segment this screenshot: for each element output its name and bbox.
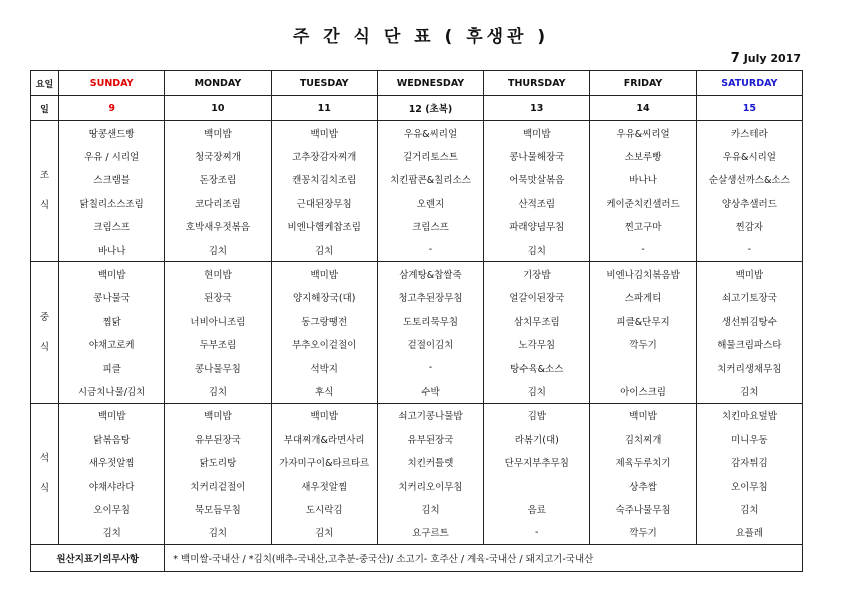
menu-cell: 치커리겉절이 [165, 474, 271, 497]
menu-cell: 해물크림파스타 [696, 333, 802, 356]
menu-cell: 기장밥 [484, 262, 590, 286]
menu-cell: 라볶기(대) [484, 427, 590, 450]
menu-cell: 청고추된장무침 [377, 286, 483, 309]
menu-cell: 케이준치킨샐러드 [590, 191, 696, 214]
menu-row [31, 521, 803, 545]
menu-cell: 김치 [165, 238, 271, 262]
date-sunday: 9 [59, 96, 165, 121]
date-wednesday: 12 (초복) [377, 96, 483, 121]
menu-cell: 김치 [484, 379, 590, 403]
menu-cell: 콩나물해장국 [484, 144, 590, 167]
menu-cell: 유부된장국 [377, 427, 483, 450]
menu-row [31, 121, 803, 145]
menu-cell: 김치 [59, 521, 165, 545]
menu-cell: 길거리토스트 [377, 144, 483, 167]
menu-cell: 생선튀김탕수 [696, 309, 802, 332]
menu-cell: 우유&씨리얼 [590, 121, 696, 145]
menu-cell: 근대된장무침 [271, 191, 377, 214]
menu-row [31, 450, 803, 473]
menu-cell: 찜닭 [59, 309, 165, 332]
menu-cell: 오렌지 [377, 191, 483, 214]
dinner-section [31, 403, 803, 544]
menu-cell: 찐감자 [696, 215, 802, 238]
menu-cell [590, 356, 696, 379]
menu-cell: 탕수육&소스 [484, 356, 590, 379]
menu-cell: 크림스프 [59, 215, 165, 238]
menu-cell: 우유&시리얼 [696, 144, 802, 167]
day-thursday: THURSDAY [484, 71, 590, 96]
menu-cell: 바나나 [59, 238, 165, 262]
menu-row [31, 238, 803, 262]
menu-cell: 피클&단무지 [590, 309, 696, 332]
menu-cell: 치커리생채무침 [696, 356, 802, 379]
menu-cell: 백미밥 [590, 403, 696, 427]
menu-cell: 가자미구이&타르타르 [271, 450, 377, 473]
meal-label-top: 조 [39, 170, 50, 182]
menu-cell: 소보루빵 [590, 144, 696, 167]
menu-row [31, 262, 803, 286]
menu-cell: 두부조림 [165, 333, 271, 356]
menu-cell: 크림스프 [377, 215, 483, 238]
menu-cell: 스크램블 [59, 168, 165, 191]
date-saturday: 15 [696, 96, 802, 121]
menu-cell: 피클 [59, 356, 165, 379]
menu-cell: 백미밥 [271, 121, 377, 145]
menu-cell: 캔꽁치김치조림 [271, 168, 377, 191]
menu-cell: 김치찌개 [590, 427, 696, 450]
menu-cell: 김치 [271, 238, 377, 262]
menu-cell: 오이무침 [696, 474, 802, 497]
menu-cell: 감자튀김 [696, 450, 802, 473]
menu-cell: 파래양념무침 [484, 215, 590, 238]
menu-cell: 청국장찌개 [165, 144, 271, 167]
meal-label-bottom: 식 [39, 482, 50, 494]
menu-cell: 시금치나물/김치 [59, 379, 165, 403]
day-monday: MONDAY [165, 71, 271, 96]
menu-cell: 스파게티 [590, 286, 696, 309]
menu-cell: 깍두기 [590, 521, 696, 545]
menu-cell: 양상추샐러드 [696, 191, 802, 214]
menu-cell: 산적조림 [484, 191, 590, 214]
lunch-meal-label [31, 262, 59, 403]
day-tuesday: TUESDAY [271, 71, 377, 96]
day-header-row [31, 71, 803, 96]
breakfast-meal-label [31, 121, 59, 262]
menu-cell: 아이스크림 [590, 379, 696, 403]
menu-cell: 숙주나물무침 [590, 497, 696, 520]
menu-cell: 백미밥 [59, 262, 165, 286]
menu-row [31, 403, 803, 427]
menu-cell: 우유&씨리얼 [377, 121, 483, 145]
date-friday: 14 [590, 96, 696, 121]
menu-cell: 묵모듬무침 [165, 497, 271, 520]
dinner-meal-label [31, 403, 59, 544]
menu-row [31, 379, 803, 403]
menu-cell: 백미밥 [484, 121, 590, 145]
menu-cell: 양지해장국(대) [271, 286, 377, 309]
menu-cell: 쇠고기토장국 [696, 286, 802, 309]
origin-label: 원산지표기의무사항 [31, 545, 165, 572]
menu-cell: 된장국 [165, 286, 271, 309]
menu-cell: 새우젓알찜 [59, 450, 165, 473]
menu-cell: 치킨팝콘&칠리소스 [377, 168, 483, 191]
meal-label-bottom: 식 [39, 341, 50, 353]
meal-label-top: 중 [39, 311, 50, 323]
menu-cell: 미니우동 [696, 427, 802, 450]
menu-cell: 비엔나햄케찹조림 [271, 215, 377, 238]
menu-cell: 돈장조림 [165, 168, 271, 191]
menu-cell: 오이무침 [59, 497, 165, 520]
menu-cell: 순살생선까스&소스 [696, 168, 802, 191]
menu-cell: 얼갈이된장국 [484, 286, 590, 309]
menu-cell: 요플레 [696, 521, 802, 545]
date-monday: 10 [165, 96, 271, 121]
menu-cell: 비엔나김치볶음밥 [590, 262, 696, 286]
menu-cell: - [484, 521, 590, 545]
menu-cell: 김치 [271, 521, 377, 545]
menu-row [31, 168, 803, 191]
day-friday: FRIDAY [590, 71, 696, 96]
menu-row [31, 474, 803, 497]
date-label: 일 [31, 96, 59, 121]
menu-cell: 김치 [165, 379, 271, 403]
menu-cell: 도토리묵무침 [377, 309, 483, 332]
menu-cell: 치킨마요덮밥 [696, 403, 802, 427]
menu-cell: 고추장감자찌개 [271, 144, 377, 167]
menu-row [31, 144, 803, 167]
menu-cell: 김치 [484, 238, 590, 262]
menu-cell: 호박새우젓볶음 [165, 215, 271, 238]
day-sunday: SUNDAY [59, 71, 165, 96]
menu-cell: 김치 [165, 521, 271, 545]
menu-cell: 백미밥 [165, 121, 271, 145]
menu-cell: 코다리조림 [165, 191, 271, 214]
page-title: 주 간 식 단 표 ( 후생관 ) [292, 27, 550, 47]
lunch-section [31, 262, 803, 403]
menu-row [31, 286, 803, 309]
menu-row [31, 427, 803, 450]
menu-cell: 백미밥 [696, 262, 802, 286]
menu-cell: 찐고구마 [590, 215, 696, 238]
menu-cell: 닭볶음탕 [59, 427, 165, 450]
menu-row [31, 356, 803, 379]
menu-cell: 깍두기 [590, 333, 696, 356]
menu-cell: 쇠고기콩나물밥 [377, 403, 483, 427]
meal-label-top: 석 [39, 452, 50, 464]
menu-cell: 백미밥 [165, 403, 271, 427]
day-label: 요일 [31, 71, 59, 96]
menu-cell: 상추쌈 [590, 474, 696, 497]
menu-cell: 제육두루치기 [590, 450, 696, 473]
menu-cell: 노각무침 [484, 333, 590, 356]
menu-cell: 김치 [696, 497, 802, 520]
origin-note: * 백미쌀-국내산 / *김치(배추-국내산,고추분-중국산)/ 소고기- 호주산 / 계육-국내산 / 돼지고기-국내산 [165, 545, 803, 572]
menu-cell: 삼계탕&찹쌀죽 [377, 262, 483, 286]
menu-date [731, 51, 801, 66]
date-day: 7 [730, 51, 740, 66]
menu-row [31, 497, 803, 520]
menu-cell: 닭도리탕 [165, 450, 271, 473]
menu-row [31, 309, 803, 332]
weekly-menu-table [30, 70, 803, 572]
menu-cell: 치킨커틀렛 [377, 450, 483, 473]
menu-cell: 너비아니조림 [165, 309, 271, 332]
menu-cell: 땅콩샌드빵 [59, 121, 165, 145]
day-saturday: SATURDAY [696, 71, 802, 96]
menu-cell: 우유 / 시리얼 [59, 144, 165, 167]
menu-cell: 석박지 [271, 356, 377, 379]
menu-cell: 후식 [271, 379, 377, 403]
menu-row [31, 333, 803, 356]
menu-cell: - [590, 238, 696, 262]
menu-cell: 새우젓알찜 [271, 474, 377, 497]
menu-cell: - [377, 238, 483, 262]
menu-cell: 부추오이겉절이 [271, 333, 377, 356]
menu-cell: 야채샤라다 [59, 474, 165, 497]
menu-cell: 백미밥 [271, 262, 377, 286]
menu-cell: 어묵맛살볶음 [484, 168, 590, 191]
menu-cell: 부대찌개&라면사리 [271, 427, 377, 450]
menu-cell: 김치 [377, 497, 483, 520]
menu-cell: 겉절이김치 [377, 333, 483, 356]
menu-cell: 요구르트 [377, 521, 483, 545]
menu-cell: 수박 [377, 379, 483, 403]
date-thursday: 13 [484, 96, 590, 121]
breakfast-section [31, 121, 803, 262]
menu-row [31, 191, 803, 214]
menu-cell: 단무지부추무침 [484, 450, 590, 473]
menu-cell: 음료 [484, 497, 590, 520]
menu-cell: 콩나물국 [59, 286, 165, 309]
menu-cell [484, 474, 590, 497]
menu-cell: 카스테라 [696, 121, 802, 145]
menu-cell: 김치 [696, 379, 802, 403]
menu-cell: 김밥 [484, 403, 590, 427]
menu-cell: 도시락김 [271, 497, 377, 520]
menu-cell: 닭칠리소스조림 [59, 191, 165, 214]
meal-label-bottom: 식 [39, 200, 50, 212]
day-wednesday: WEDNESDAY [377, 71, 483, 96]
date-header-row [31, 96, 803, 121]
menu-cell: 백미밥 [59, 403, 165, 427]
menu-cell: 동그랑땡전 [271, 309, 377, 332]
menu-cell: 치커리오이무침 [377, 474, 483, 497]
menu-cell: 백미밥 [271, 403, 377, 427]
date-month-year: July 2017 [743, 52, 801, 65]
menu-cell: - [377, 356, 483, 379]
menu-cell: - [696, 238, 802, 262]
menu-cell: 유부된장국 [165, 427, 271, 450]
menu-cell: 삼치무조림 [484, 309, 590, 332]
menu-cell: 야채고로케 [59, 333, 165, 356]
menu-cell: 콩나물무침 [165, 356, 271, 379]
menu-cell: 현미밥 [165, 262, 271, 286]
origin-footer-row [31, 545, 803, 572]
menu-cell: 바나나 [590, 168, 696, 191]
menu-row [31, 215, 803, 238]
date-tuesday: 11 [271, 96, 377, 121]
